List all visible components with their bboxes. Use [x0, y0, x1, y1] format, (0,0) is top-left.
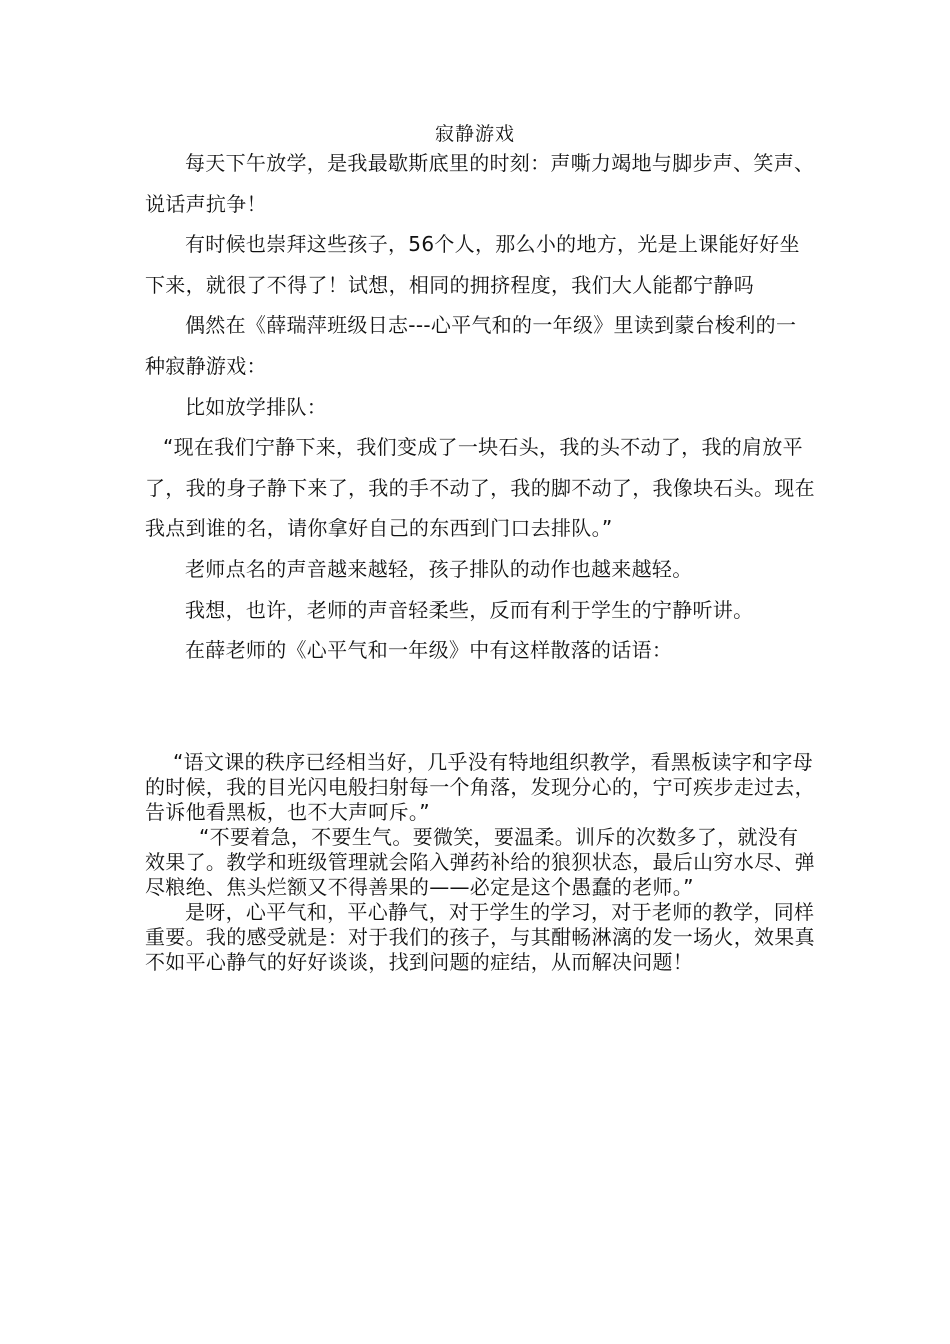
paragraph: 每天下午放学，是我最歇斯底里的时刻：声嘶力竭地与脚步声、笑声、说话声抗争！	[145, 151, 815, 216]
paragraph: 有时候也崇拜这些孩子，56个人，那么小的地方，光是上课能好好坐下来，就很了不得了！试想，相同的拥挤程度，我们大人能都宁静吗	[145, 232, 800, 297]
paragraph: 偶然在《薛瑞萍班级日志---心平气和的一年级》里读到蒙台梭利的一种寂静游戏：	[145, 313, 797, 378]
quote-paragraph: “现在我们宁静下来，我们变成了一块石头，我的头不动了，我的肩放平了，我的身子静下来了，我的手不动了，我的脚不动了，我像块石头。现在我点到谁的名，请你拿好自己的东西到门口去排队。”	[145, 435, 815, 541]
quote-paragraph: “语文课的秩序已经相当好，几乎没有特地组织教学，看黑板读字和字母的时候，我的目光闪电般扫射每一个角落，发现分心的，宁可疾步走过去，告诉他看黑板，也不大声呵斥。”	[145, 750, 815, 824]
quote-paragraph: “不要着急，不要生气。要微笑，要温柔。训斥的次数多了，就没有效果了。教学和班级管理就会陷入弹药补给的狼狈状态，最后山穷水尽、弹尽粮绝、焦头烂额又不得善果的——必定是这个愚蠢的老师。”	[145, 825, 815, 899]
paragraph: 在薛老师的《心平气和一年级》中有这样散落的话语：	[185, 638, 673, 663]
paragraph: 是呀，心平气和，平心静气，对于学生的学习，对于老师的教学，同样重要。我的感受就是：对于我们的孩子，与其酣畅淋漓的发一场火，效果真不如平心静气的好好谈谈，找到问题的症结，从而解决问题！	[145, 900, 815, 974]
paragraph: 比如放学排队：	[185, 394, 328, 419]
paragraph: 我想，也许，老师的声音轻柔些，反而有利于学生的宁静听讲。	[185, 597, 754, 622]
tight-paragraphs	[145, 750, 815, 975]
spaced-paragraphs	[145, 143, 815, 671]
paragraph: 老师点名的声音越来越轻，孩子排队的动作也越来越轻。	[185, 556, 693, 581]
document-title: 寂静游戏	[434, 123, 515, 145]
